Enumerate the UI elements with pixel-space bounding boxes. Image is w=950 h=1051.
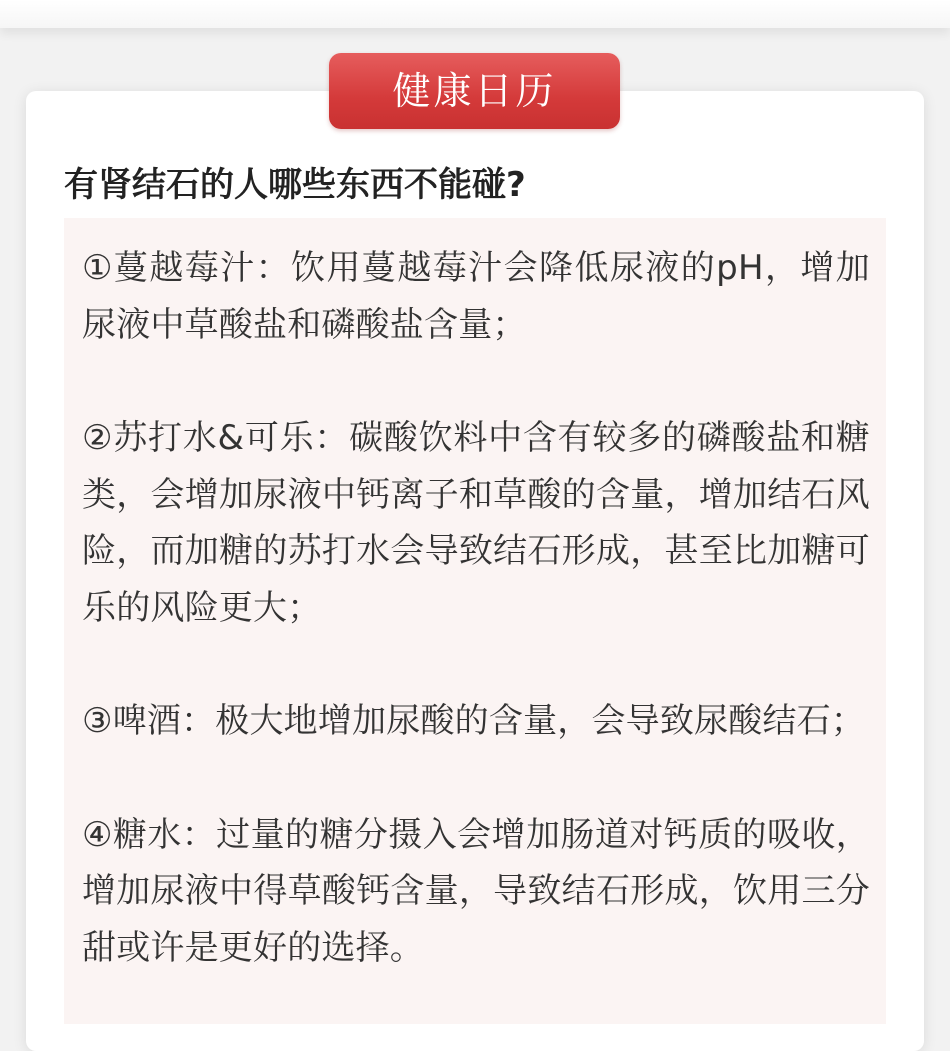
paragraph-sugar-water: ④糖水：过量的糖分摄入会增加肠道对钙质的吸收，增加尿液中得草酸钙含量，导致结石形成，饮用三分甜或许是更好的选择。 [82, 814, 870, 968]
article-content [64, 218, 886, 1024]
paragraph-cranberry-juice: ①蔓越莓汁：饮用蔓越莓汁会降低尿液的pH，增加尿液中草酸盐和磷酸盐含量； [82, 248, 870, 345]
health-calendar-badge: 健康日历 [329, 53, 620, 129]
paragraph-beer: ③啤酒：极大地增加尿酸的含量，会导致尿酸结石； [82, 701, 866, 741]
paragraph-soda-cola: ②苏打水&可乐：碳酸饮料中含有较多的磷酸盐和糖类，会增加尿液中钙离子和草酸的含量，增加结石风险，而加糖的苏打水会导致结石形成，甚至比加糖可乐的风险更大； [82, 418, 870, 628]
top-header-strip [0, 0, 950, 28]
article-title: 有肾结石的人哪些东西不能碰? [64, 165, 526, 205]
